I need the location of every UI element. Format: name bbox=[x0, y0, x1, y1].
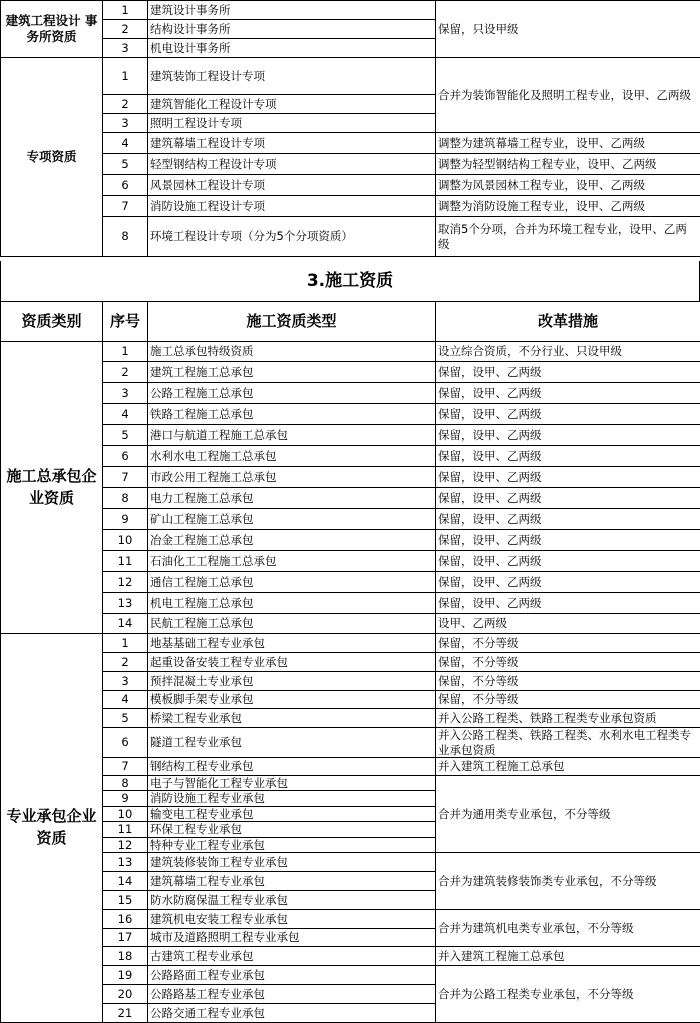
reform-measure: 保留，设甲、乙两级 bbox=[436, 404, 700, 425]
table-row bbox=[1, 509, 700, 530]
row-number: 6 bbox=[103, 728, 148, 758]
qualification-type: 风景园林工程设计专项 bbox=[148, 175, 436, 196]
table-row bbox=[1, 362, 700, 383]
row-number: 13 bbox=[103, 593, 148, 614]
row-number: 1 bbox=[103, 342, 148, 362]
reform-measure: 保留，只设甲级 bbox=[436, 1, 700, 58]
qualification-type: 机电设计事务所 bbox=[148, 39, 436, 58]
construction-qualification-table bbox=[0, 301, 700, 1023]
reform-measure: 调整为轻型钢结构工程专业，设甲、乙两级 bbox=[436, 154, 700, 175]
row-number: 1 bbox=[103, 58, 148, 95]
qualification-type: 公路交通工程专业承包 bbox=[148, 1003, 436, 1022]
qualification-type: 建筑设计事务所 bbox=[148, 1, 436, 20]
reform-measure: 保留，不分等级 bbox=[436, 691, 700, 709]
qualification-type: 港口与航道工程施工总承包 bbox=[148, 425, 436, 446]
row-number: 7 bbox=[103, 467, 148, 488]
qualification-type: 电子与智能化工程专业承包 bbox=[148, 776, 436, 791]
row-number: 10 bbox=[103, 806, 148, 821]
row-number: 12 bbox=[103, 572, 148, 593]
row-number: 8 bbox=[103, 776, 148, 791]
row-number: 4 bbox=[103, 133, 148, 154]
qualification-type: 建筑机电安装工程专业承包 bbox=[148, 909, 436, 928]
table-row bbox=[1, 425, 700, 446]
qualification-type: 输变电工程专业承包 bbox=[148, 806, 436, 821]
row-number: 1 bbox=[103, 1, 148, 20]
qualification-type: 建筑幕墙工程专业承包 bbox=[148, 871, 436, 890]
row-number: 3 bbox=[103, 383, 148, 404]
reform-measure: 调整为建筑幕墙工程专业，设甲、乙两级 bbox=[436, 133, 700, 154]
table-row bbox=[1, 154, 700, 175]
table-row bbox=[1, 691, 700, 709]
reform-measure: 保留，设甲、乙两级 bbox=[436, 467, 700, 488]
table-row bbox=[1, 342, 700, 362]
table-row bbox=[1, 446, 700, 467]
header-number: 序号 bbox=[103, 302, 148, 342]
qualification-type: 市政公用工程施工总承包 bbox=[148, 467, 436, 488]
qualification-type: 民航工程施工总承包 bbox=[148, 614, 436, 634]
section-title: 3.施工资质 bbox=[0, 261, 700, 301]
table-row bbox=[1, 467, 700, 488]
reform-measure: 取消5个分项，合并为环境工程专业，设甲、乙两级 bbox=[436, 217, 700, 257]
row-number: 2 bbox=[103, 95, 148, 114]
qualification-type: 预拌混凝土专业承包 bbox=[148, 672, 436, 691]
reform-measure: 调整为消防设施工程专业，设甲、乙两级 bbox=[436, 196, 700, 217]
reform-measure: 合并为公路工程类专业承包，不分等级 bbox=[436, 965, 700, 1022]
qualification-type: 建筑装饰工程设计专项 bbox=[148, 58, 436, 95]
qualification-type: 轻型钢结构工程设计专项 bbox=[148, 154, 436, 175]
table-row bbox=[1, 672, 700, 691]
row-number: 9 bbox=[103, 791, 148, 806]
header-measure: 改革措施 bbox=[436, 302, 700, 342]
row-number: 10 bbox=[103, 530, 148, 551]
row-number: 19 bbox=[103, 965, 148, 984]
qualification-type: 桥梁工程专业承包 bbox=[148, 709, 436, 728]
row-number: 2 bbox=[103, 362, 148, 383]
row-number: 5 bbox=[103, 425, 148, 446]
reform-measure: 保留，设甲、乙两级 bbox=[436, 383, 700, 404]
qualification-type: 铁路工程施工总承包 bbox=[148, 404, 436, 425]
qualification-type: 建筑工程施工总承包 bbox=[148, 362, 436, 383]
category-cell: 专业承包企业资质 bbox=[1, 634, 103, 1023]
table-row bbox=[1, 58, 700, 95]
row-number: 15 bbox=[103, 890, 148, 909]
row-number: 17 bbox=[103, 928, 148, 946]
table-row bbox=[1, 383, 700, 404]
reform-measure: 并入建筑工程施工总承包 bbox=[436, 758, 700, 776]
qualification-type: 特种专业工程专业承包 bbox=[148, 837, 436, 852]
table-row bbox=[1, 404, 700, 425]
qualification-type: 结构设计事务所 bbox=[148, 20, 436, 39]
qualification-type: 消防设施工程设计专项 bbox=[148, 196, 436, 217]
reform-measure: 保留，设甲、乙两级 bbox=[436, 509, 700, 530]
row-number: 14 bbox=[103, 871, 148, 890]
qualification-type: 通信工程施工总承包 bbox=[148, 572, 436, 593]
reform-measure: 并入公路工程类、铁路工程类、水利水电工程类专业承包资质 bbox=[436, 728, 700, 758]
table-row bbox=[1, 530, 700, 551]
row-number: 8 bbox=[103, 217, 148, 257]
row-number: 21 bbox=[103, 1003, 148, 1022]
reform-measure: 调整为风景园林工程专业，设甲、乙两级 bbox=[436, 175, 700, 196]
table-row bbox=[1, 909, 700, 928]
qualification-type: 矿山工程施工总承包 bbox=[148, 509, 436, 530]
row-number: 3 bbox=[103, 114, 148, 133]
row-number: 11 bbox=[103, 551, 148, 572]
header-category: 资质类别 bbox=[1, 302, 103, 342]
table-row bbox=[1, 551, 700, 572]
reform-measure: 保留，设甲、乙两级 bbox=[436, 572, 700, 593]
qualification-type: 建筑装修装饰工程专业承包 bbox=[148, 852, 436, 871]
table-row bbox=[1, 593, 700, 614]
qualification-type: 石油化工工程施工总承包 bbox=[148, 551, 436, 572]
reform-measure: 合并为通用类专业承包，不分等级 bbox=[436, 776, 700, 853]
row-number: 6 bbox=[103, 446, 148, 467]
reform-measure: 保留，设甲、乙两级 bbox=[436, 551, 700, 572]
reform-measure: 保留，不分等级 bbox=[436, 634, 700, 653]
qualification-type: 隧道工程专业承包 bbox=[148, 728, 436, 758]
table-row bbox=[1, 634, 700, 653]
row-number: 18 bbox=[103, 946, 148, 965]
qualification-type: 城市及道路照明工程专业承包 bbox=[148, 928, 436, 946]
reform-measure: 合并为建筑装修装饰类专业承包，不分等级 bbox=[436, 852, 700, 909]
header-type: 施工资质类型 bbox=[148, 302, 436, 342]
qualification-type: 电力工程施工总承包 bbox=[148, 488, 436, 509]
row-number: 14 bbox=[103, 614, 148, 634]
row-number: 3 bbox=[103, 672, 148, 691]
row-number: 11 bbox=[103, 822, 148, 837]
qualification-type: 建筑智能化工程设计专项 bbox=[148, 95, 436, 114]
reform-measure: 保留，设甲、乙两级 bbox=[436, 362, 700, 383]
qualification-type: 古建筑工程专业承包 bbox=[148, 946, 436, 965]
table-row bbox=[1, 946, 700, 965]
row-number: 9 bbox=[103, 509, 148, 530]
row-number: 4 bbox=[103, 404, 148, 425]
qualification-type: 公路工程施工总承包 bbox=[148, 383, 436, 404]
row-number: 2 bbox=[103, 653, 148, 672]
row-number: 7 bbox=[103, 758, 148, 776]
table-row bbox=[1, 217, 700, 257]
qualification-type: 地基基础工程专业承包 bbox=[148, 634, 436, 653]
table-row bbox=[1, 653, 700, 672]
row-number: 7 bbox=[103, 196, 148, 217]
qualification-type: 起重设备安装工程专业承包 bbox=[148, 653, 436, 672]
row-number: 20 bbox=[103, 984, 148, 1003]
table-row bbox=[1, 196, 700, 217]
reform-measure: 保留，设甲、乙两级 bbox=[436, 425, 700, 446]
reform-measure: 合并为建筑机电类专业承包，不分等级 bbox=[436, 909, 700, 946]
row-number: 3 bbox=[103, 39, 148, 58]
row-number: 2 bbox=[103, 20, 148, 39]
table-row bbox=[1, 488, 700, 509]
qualification-type: 环境工程设计专项（分为5个分项资质） bbox=[148, 217, 436, 257]
row-number: 6 bbox=[103, 175, 148, 196]
qualification-type: 建筑幕墙工程设计专项 bbox=[148, 133, 436, 154]
reform-measure: 设甲、乙两级 bbox=[436, 614, 700, 634]
row-number: 13 bbox=[103, 852, 148, 871]
reform-measure: 保留，设甲、乙两级 bbox=[436, 530, 700, 551]
row-number: 12 bbox=[103, 837, 148, 852]
reform-measure: 保留，设甲、乙两级 bbox=[436, 593, 700, 614]
qualification-type: 消防设施工程专业承包 bbox=[148, 791, 436, 806]
qualification-type: 钢结构工程专业承包 bbox=[148, 758, 436, 776]
row-number: 4 bbox=[103, 691, 148, 709]
qualification-type: 冶金工程施工总承包 bbox=[148, 530, 436, 551]
table-row bbox=[1, 728, 700, 758]
qualification-type: 公路路面工程专业承包 bbox=[148, 965, 436, 984]
table-row bbox=[1, 852, 700, 871]
table-row bbox=[1, 776, 700, 791]
category-cell: 施工总承包企业资质 bbox=[1, 342, 103, 634]
table-row bbox=[1, 175, 700, 196]
reform-measure: 并入公路工程类、铁路工程类专业承包资质 bbox=[436, 709, 700, 728]
table-row bbox=[1, 572, 700, 593]
qualification-type: 环保工程专业承包 bbox=[148, 822, 436, 837]
reform-measure: 并入建筑工程施工总承包 bbox=[436, 946, 700, 965]
row-number: 8 bbox=[103, 488, 148, 509]
qualification-type: 模板脚手架专业承包 bbox=[148, 691, 436, 709]
qualification-type: 施工总承包特级资质 bbox=[148, 342, 436, 362]
category-cell: 建筑工程设计 事务所资质 bbox=[1, 1, 103, 58]
reform-measure: 合并为装饰智能化及照明工程专业，设甲、乙两级 bbox=[436, 58, 700, 133]
qualification-type: 照明工程设计专项 bbox=[148, 114, 436, 133]
qualification-type: 水利水电工程施工总承包 bbox=[148, 446, 436, 467]
row-number: 16 bbox=[103, 909, 148, 928]
table-row bbox=[1, 614, 700, 634]
reform-measure: 保留，不分等级 bbox=[436, 672, 700, 691]
row-number: 5 bbox=[103, 709, 148, 728]
reform-measure: 设立综合资质，不分行业、只设甲级 bbox=[436, 342, 700, 362]
table-row bbox=[1, 965, 700, 984]
row-number: 1 bbox=[103, 634, 148, 653]
table-row bbox=[1, 1, 700, 20]
row-number: 5 bbox=[103, 154, 148, 175]
table-row bbox=[1, 758, 700, 776]
reform-measure: 保留，设甲、乙两级 bbox=[436, 488, 700, 509]
qualification-type: 防水防腐保温工程专业承包 bbox=[148, 890, 436, 909]
table-row bbox=[1, 709, 700, 728]
reform-measure: 保留，不分等级 bbox=[436, 653, 700, 672]
qualification-type: 机电工程施工总承包 bbox=[148, 593, 436, 614]
reform-measure: 保留，设甲、乙两级 bbox=[436, 446, 700, 467]
category-cell: 专项资质 bbox=[1, 58, 103, 257]
qualification-type: 公路路基工程专业承包 bbox=[148, 984, 436, 1003]
design-qualification-table bbox=[0, 0, 700, 257]
table-row bbox=[1, 133, 700, 154]
